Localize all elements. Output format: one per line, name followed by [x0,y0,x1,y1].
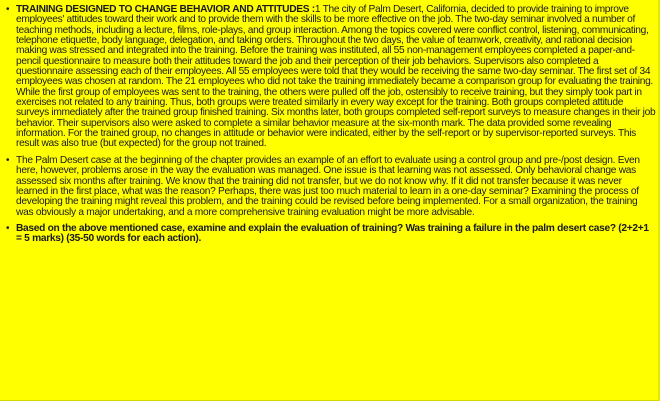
bullet-dot-icon: • [6,154,10,166]
question-paragraph [6,224,656,245]
case-heading: TRAINING DESIGNED TO CHANGE BEHAVIOR AND ATTITUDES : [16,4,315,15]
bullet-list [6,5,656,251]
analysis-text: The Palm Desert case at the beginning of the chapter provides an example of an effort to evaluate using a control group and pre-/post design. Even here, however, problems arose in the way the evaluation was managed. One issue is that learning was not assessed. Only behavioral change was assessed six months after training. We know that the training did not transfer, but we do not know why. If it did not transfer because it was never learned in the first place, what was the reason? Perhaps, there was just too much material to learn in a one-day seminar? Examining the process of developing the training might reveal this problem, and the training could be revised before being implemented. For a small organization, the training was obviously a major undertaking, and a more comprehensive training evaluation might be more advisable. [16,154,640,218]
case-paragraph [6,5,656,150]
question-text: Based on the above mentioned case, examine and explain the evaluation of training? Was training a failure in the palm desert case? (2+2+1 = 5 marks) (35-50 words for each action). [16,222,649,245]
bullet-dot-icon: • [6,4,10,15]
analysis-paragraph [6,156,656,218]
case-text: 1 The city of Palm Desert, California, decided to provide training to improve employees' attitudes toward their work and to provide them with the skills to be more effective on the job. The two-day seminar involved a number of teaching methods, including a lecture, films, role-plays, and group interaction. Among the topics covered were conflict control, listening, communicating, telephone etiquette, body language, delegation, and taking orders. Throughout the two days, the value of teamwork, creativity, and rational decision making was stressed and integrated into the training. Before the training was instituted, all 55 non-management employees completed a paper-and-pencil questionnaire to measure both their attitudes toward the job and their perception of their job behaviors. Supervisors also completed a questionnaire assessing each of their employees. All 55 employees were told that they would be receiving the same two-day seminar. The first set of 34 employees was chosen at random. The 21 employees who did not take the training immediately became a comparison group for evaluating the training. While the first group of employees was sent to the training, the others were pulled off the job, ostensibly to receive training, but they simply took part in exercises not related to any training. Thus, both groups were treated similarly in every way except for the training. Both groups completed attitude surveys immediately after the trained group finished training. Six months later, both groups completed self-report surveys to measure changes in their job behavior. Their supervisors also were asked to complete a similar behavior measure at the six-month mark. The data provided some revealing information. For the trained group, no changes in attitude or behavior were indicated, either by the self-report or by supervisor-reported surveys. This result was also true (but expected) for the group not trained. [16,4,656,150]
bullet-dot-icon: • [6,222,10,234]
